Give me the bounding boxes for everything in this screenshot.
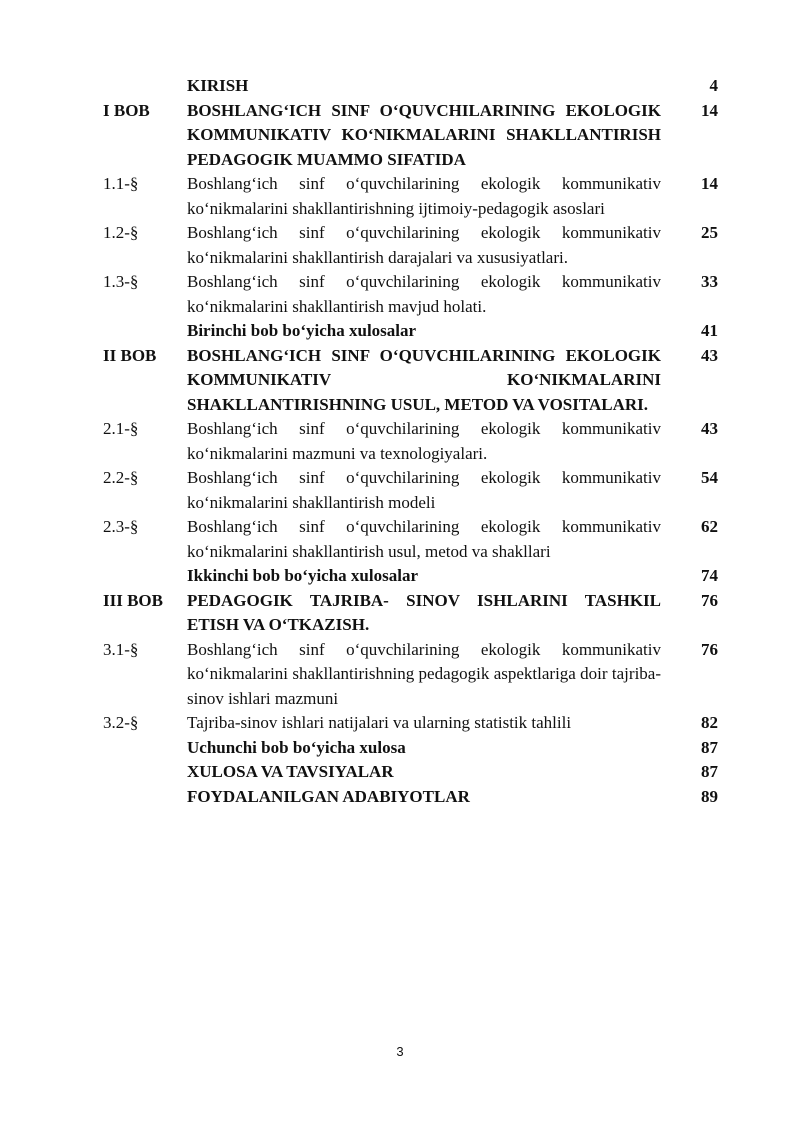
toc-entry-title: Uchunchi bob bo‘yicha xulosa [187,737,406,757]
toc-entry-label: 2.1-§ [103,419,139,438]
toc-entry-page: 87 [701,762,718,781]
toc-entry-title: Boshlang‘ich sinf o‘quvchilarining ekologik kommunikativ ko‘nikmalarini shakllantirish mavjud holati. [187,272,661,316]
toc-entry-page: 14 [701,100,718,120]
toc-entry [103,344,718,418]
toc-entry-page: 33 [701,272,718,291]
toc-entry [103,589,718,638]
toc-entry [103,466,718,515]
toc-entry-page: 43 [701,345,718,365]
toc-entry-page: 41 [701,321,718,340]
toc-entry-title: Boshlang‘ich sinf o‘quvchilarining ekologik kommunikativ ko‘nikmalarini shakllantirish modeli [187,468,661,512]
toc-entry-title: KIRISH [187,76,249,95]
toc-entry-label: II BOB [103,345,157,365]
toc-entry [103,711,718,736]
toc-entry-page: 54 [701,468,718,487]
toc-entry-label: 1.1-§ [103,174,139,193]
page-number: 3 [396,1044,404,1059]
toc-entry-page: 87 [701,737,718,757]
toc-entry-label: III BOB [103,590,163,610]
toc-entry-page: 89 [701,786,718,806]
toc-entry-title: PEDAGOGIK TAJRIBA- SINOV ISHLARINI TASHKIL ETISH VA O‘TKAZISH. [187,590,661,634]
toc-entry-title: Tajriba-sinov ishlari natijalari va ularning statistik tahlili [187,713,572,732]
toc-entry-title: Boshlang‘ich sinf o‘quvchilarining ekologik kommunikativ ko‘nikmalarini mazmuni va texnologiyalari. [187,419,661,463]
toc-entry-page: 74 [701,566,718,585]
toc-entry-title: Boshlang‘ich sinf o‘quvchilarining ekologik kommunikativ ko‘nikmalarini shakllantirishning ijtimoiy-pedagogik asoslari [187,174,661,218]
toc-entry-label: 2.2-§ [103,468,139,487]
toc-entry-page: 62 [701,517,718,536]
toc-entry-label: 3.2-§ [103,713,139,732]
toc-entry-title: Boshlang‘ich sinf o‘quvchilarining ekologik kommunikativ ko‘nikmalarini shakllantirish darajalari va xususiyatlari. [187,223,661,267]
toc-entry-title: BOSHLANG‘ICH SINF O‘QUVCHILARINING EKOLOGIK KOMMUNIKATIV KO‘NIKMALARINI SHAKLLANTIRISHNING USUL, METOD VA VOSITALARI. [187,345,661,414]
toc-entry-page: 14 [701,174,718,193]
toc-entry-title: Ikkinchi bob bo‘yicha xulosalar [187,566,418,585]
toc-entry-page: 25 [701,223,718,242]
toc-entry-title: Boshlang‘ich sinf o‘quvchilarining ekologik kommunikativ ko‘nikmalarini shakllantirish usul, metod va shakllari [187,517,661,561]
toc-entry-label: 1.2-§ [103,223,139,242]
toc-entry [103,785,718,810]
toc-entry-title: Boshlang‘ich sinf o‘quvchilarining ekologik kommunikativ ko‘nikmalarini shakllantirishning pedagogik aspektlariga doir tajriba-sinov ishlari mazmuni [187,639,661,708]
toc-entry-label: 3.1-§ [103,639,139,659]
toc-entry [103,638,718,712]
toc-entry-page: 76 [701,590,718,610]
toc-entry [103,319,718,344]
toc-entry-page: 4 [709,76,718,95]
toc-entry [103,760,718,785]
toc-entry [103,515,718,564]
toc-entry-title: BOSHLANG‘ICH SINF O‘QUVCHILARINING EKOLOGIK KOMMUNIKATIV KO‘NIKMALARINI SHAKLLANTIRISH PEDAGOGIK MUAMMO SIFATIDA [187,100,661,169]
toc-entry-label: 1.3-§ [103,272,139,291]
toc-entry [103,99,718,173]
toc-entry [103,74,718,99]
toc-entry-page: 82 [701,713,718,732]
toc-entry [103,172,718,221]
toc-entry [103,417,718,466]
table-of-contents [103,74,718,809]
toc-entry-title: FOYDALANILGAN ADABIYOTLAR [187,786,470,806]
toc-entry-page: 43 [701,419,718,438]
toc-entry-page: 76 [701,639,718,659]
toc-entry [103,221,718,270]
toc-entry [103,736,718,761]
toc-entry-label: I BOB [103,100,150,120]
toc-entry [103,564,718,589]
toc-entry-title: Birinchi bob bo‘yicha xulosalar [187,321,417,340]
toc-entry [103,270,718,319]
toc-entry-title: XULOSA VA TAVSIYALAR [187,762,394,781]
toc-entry-label: 2.3-§ [103,517,139,536]
